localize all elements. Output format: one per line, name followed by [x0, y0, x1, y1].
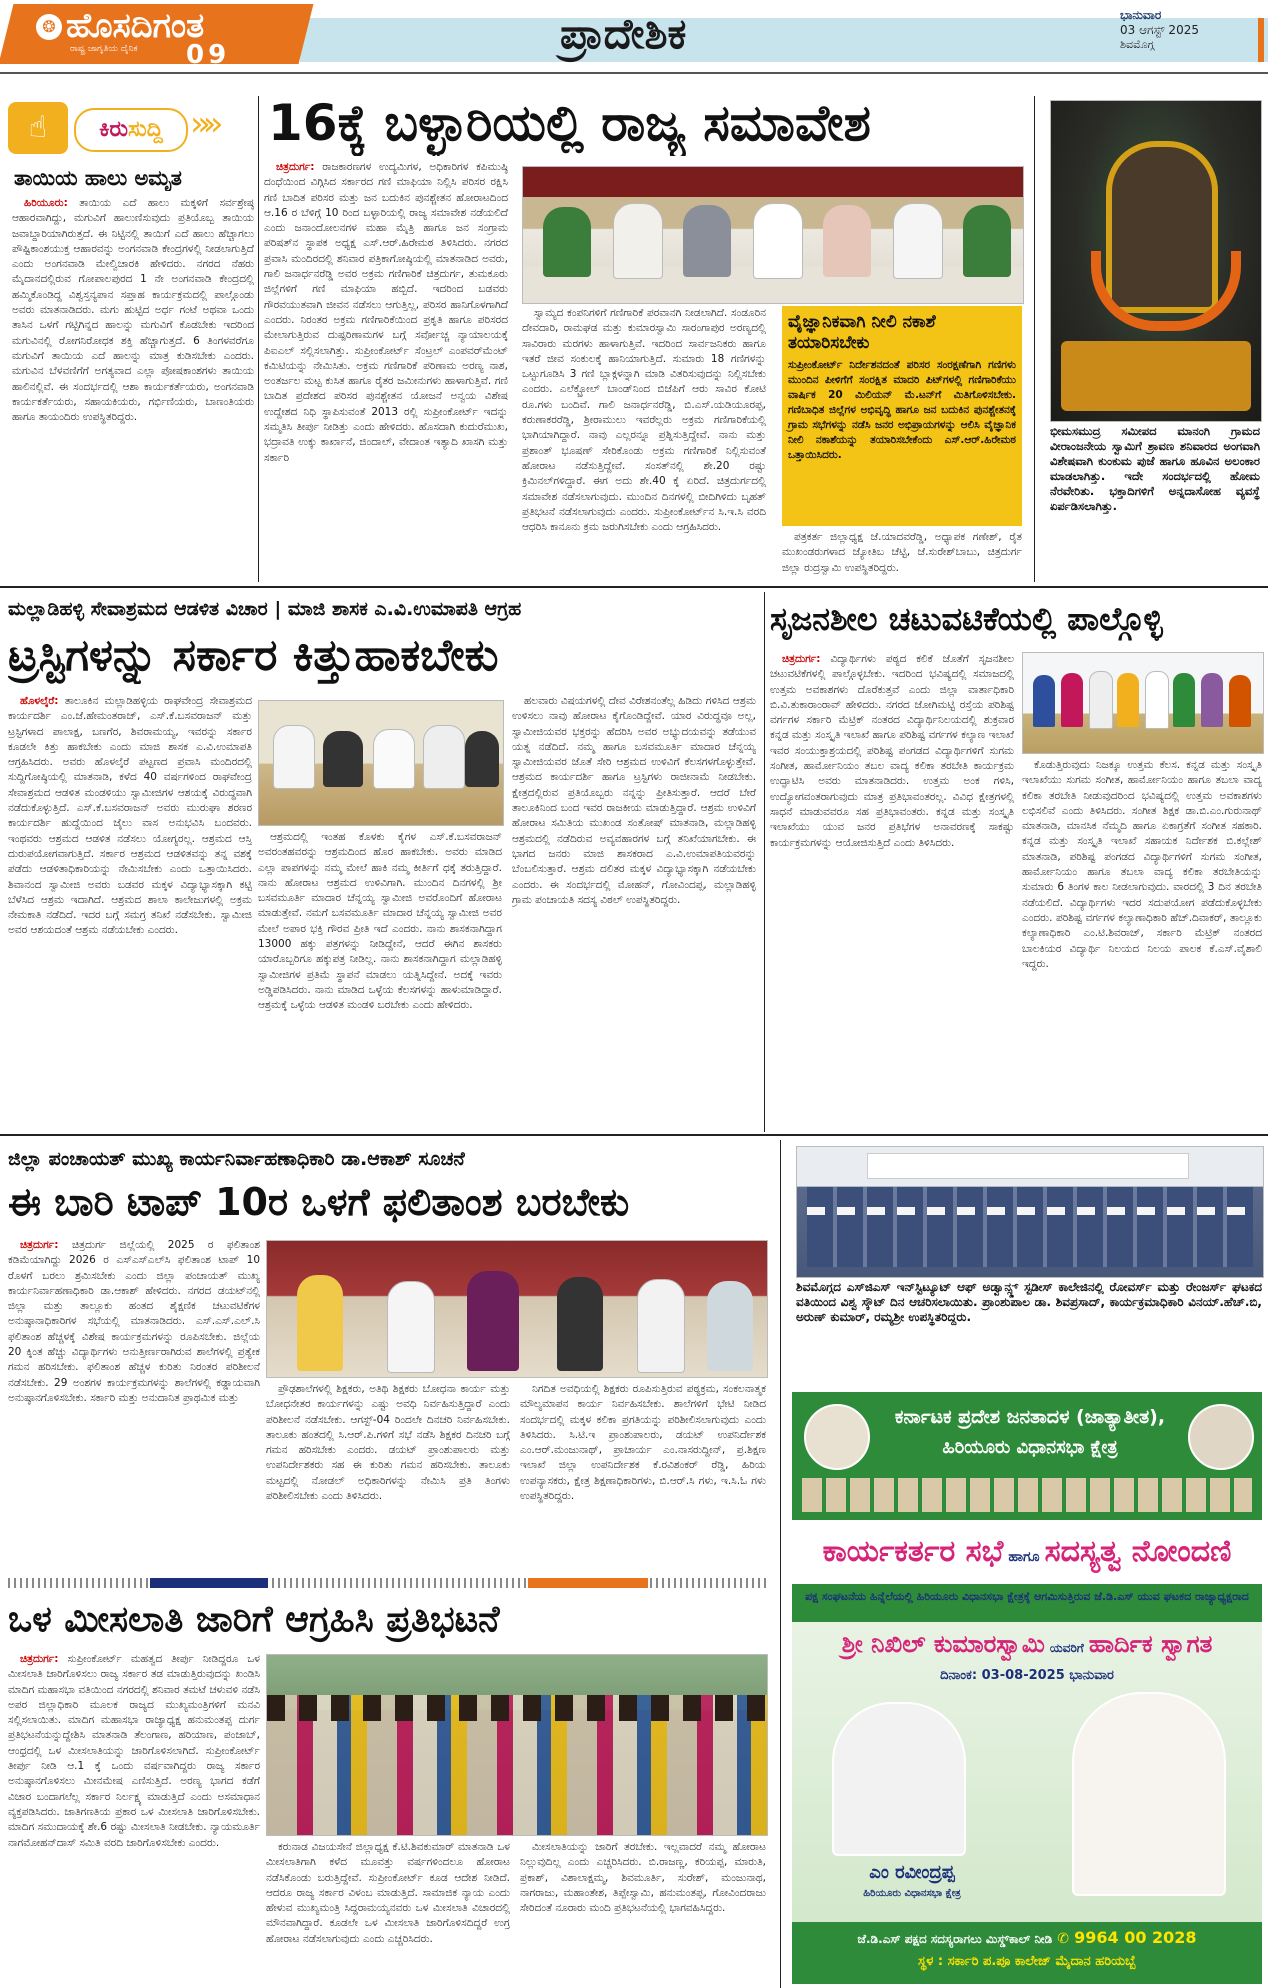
story3-photo — [1022, 652, 1264, 754]
ad-date: ದಿನಾಂಕ: 03-08-2025 ಭಾನುವಾರ — [940, 1668, 1114, 1683]
ad-leader-left — [804, 1404, 870, 1470]
scouts-caption: ಶಿವಮೊಗ್ಗದ ಎಸ್‌ಜಿಎಸ್ ಇನ್‌ಸ್ಟಿಟ್ಯೂಟ್ ಆಫ್ ಅಡ್ವಾನ್ಸ್ಡ್ ಸ್ಟಡೀಸ್ ಕಾಲೇಜಿನಲ್ಲಿ ರೋವರ್ಸ್ ಮತ್ತು ರೇಂಜರ್ಸ್ ಘಟಕದ ವತಿಯಿಂದ ವಿಶ್ವ ಸ್ಕೌಟ್ ದಿನ ಆಚರಿಸಲಾಯಿತು. ಪ್ರಾಂಶುಪಾಲ ಡಾ. ಶಿವಪ್ರಸಾದ್, ಕಾರ್ಯಕ್ರಮಾಧಿಕಾರಿ ವಿನಯ್.ಹೆಚ್.ಬಿ, ಅರುಣ್ ಕುಮಾರ್, ರಮ್ಯಶ್ರೀ ಉಪಸ್ಥಿತರಿದ್ದರು. — [796, 1280, 1262, 1324]
story2-col-b — [258, 830, 502, 1122]
story2-col-c — [512, 694, 756, 1122]
story1-tail-text: ಪತ್ರಕರ್ತ ಜಿಲ್ಲಾಧ್ಯಕ್ಷ ಜೆ.ಯಾದವರೆಡ್ಡಿ, ಅಧ್ಯಾಪಕ ಗಣೇಶ್, ರೈತ ಮುಖಂಡರುಗಳಾದ ಜ್ಯೋತಿಬ ಚೆಟ್ಟಿ, ಜೆ.ಸುರೇಶ್‌ಬಾಬು, ಚಿತ್ರದುರ್ಗ ಜಿಲ್ಲಾ ರುದ್ರಸ್ವಾಮಿ ಉಪಸ್ಥಿತರಿದ್ದರು. — [782, 531, 1022, 574]
story3-col-b — [1022, 758, 1262, 1124]
story4-place: ಚಿತ್ರದುರ್ಗ: — [20, 1239, 59, 1251]
story3-body-b: ಕೊಡುತ್ತಿರುವುದು ನಿಜಕ್ಕೂ ಉತ್ತಮ ಕೆಲಸ. ಕನ್ನಡ ಮತ್ತು ಸಂಸ್ಕೃತಿ ಇಲಾಖೆಯು ಸುಗಮ ಸಂಗೀತ, ಹಾರ್ಮೋನಿಯಂ ಹಾಗೂ ತಬಲಾ ವಾದ್ಯ ಕಲಿಕಾ ತರಬೇತಿ ನೀಡುವುದರಿಂದ ಭವಿಷ್ಯದಲ್ಲಿ ಉತ್ತಮ ಅವಕಾಶಗಳು ಲಭಿಸಲಿವೆ ಎಂದು ತಿಳಿಸಿದರು. ಸಂಗೀತ ಶಿಕ್ಷಕ ಡಾ.ಬಿ.ಎಂ.ಗುರುನಾಥ್ ಮಾತನಾಡಿ, ಮಾನಸಿಕ ನೆಮ್ಮದಿ ಹಾಗೂ ಏಕಾಗ್ರತೆಗೆ ಸಂಗೀತ ಸಹಕಾರಿ. ಕನ್ನಡ ಮತ್ತು ಸಂಸ್ಕೃತಿ ಇಲಾಖೆ ಸಹಾಯಕ ನಿರ್ದೇಶಕ ಬಿ.ಕಲ್ಲೇಶ್ ಮಾತನಾಡಿ, ಪರಿಶಿಷ್ಟ ಪಂಗಡದ ವಿದ್ಯಾರ್ಥಿಗಳಿಗೆ ಸುಗಮ ಸಂಗೀತ, ಹಾರ್ಮೋನಿಯಂ ಹಾಗೂ ತಬಲಾ ವಾದ್ಯ ಕಲಿಕಾ ತರಬೇತಿಯನ್ನು ಸುಮಾರು 6 ತಿಂಗಳ ಕಾಲ ನೀಡಲಾಗುವುದು. ವಾರದಲ್ಲಿ 3 ದಿನ ತರಬೇತಿ ನಡೆಯಲಿದೆ. ವಿದ್ಯಾರ್ಥಿಗಳು ಇದರ ಸದುಪಯೋಗ ಪಡೆದುಕೊಳ್ಳಬೇಕು ಎಂದರು. ಪರಿಶಿಷ್ಟ ವರ್ಗಗಳ ಕಲ್ಯಾಣಾಧಿಕಾರಿ ಹೆಚ್.ದಿವಾಕರ್, ತಾಲ್ಲೂಕು ಕಲ್ಯಾಣಾಧಿಕಾರಿ ಎಂ.ಟಿ.ಶಿವರಾಜ್, ಸರ್ಕಾರಿ ಮೆಟ್ರಿಕ್ ನಂತರದ ಬಾಲಕಿಯರ ವಿದ್ಯಾರ್ಥಿ ನಿಲಯದ ನಿಲಯ ಪಾಲಕ ಕೆ.ಎಸ್.ವೈಶಾಲಿ ಇದ್ದರು. — [1022, 759, 1262, 970]
person — [543, 207, 591, 277]
story2-body-b: ಆಶ್ರಮದಲ್ಲಿ ಇಂತಹ ಕೊಳಕು ಕೈಗಳ ಎಸ್.ಕೆ.ಬಸವರಾಜನ್ ಅವರಂತಹವರನ್ನು ಆಶ್ರಮದಿಂದ ಹೊರ ಹಾಕಬೇಕು. ಅವರು ಮಾಡಿದ ಎಲ್ಲಾ ಪಾಪಗಳನ್ನು ನಮ್ಮ ಮೇಲೆ ಹಾಕಿ ನಮ್ಮ ಕೀರ್ತಿಗೆ ಧಕ್ಕೆ ತರುತ್ತಿದ್ದಾರೆ. ನಾನು ಹೋರಾಟ ಆಶ್ರಮದ ಉಳಿವಿಗಾಗಿ. ಮುಂದಿನ ದಿನಗಳಲ್ಲಿ ಶ್ರೀ ಬಸವಮೂರ್ತಿ ಮಾದಾರ ಚೆನ್ನಯ್ಯ ಸ್ವಾಮೀಜಿ ಅವರೊಂದಿಗೆ ಹೋರಾಟ ಮಾಡುತ್ತೇವೆ. ನಮಗೆ ಬಸವಮೂರ್ತಿ ಮಾದಾರ ಚೆನ್ನಯ್ಯ ಸ್ವಾಮೀಜಿ ಅವರ ಮೇಲೆ ಅಪಾರ ಭಕ್ತಿ ಗೌರವ ಪ್ರೀತಿ ಇದೆ ಎಂದರು. ನಾನು ಶಾಸಕನಾಗಿದ್ದಾಗ 13000 ಹಕ್ಕು ಪತ್ರಗಳನ್ನು ನೀಡಿದ್ದೇನೆ, ಆದರೆ ಈಗಿನ ಶಾಸಕರು ಯಾರೊಬ್ಬರಿಗೂ ಹಕ್ಕುಪತ್ರ ನೀಡಿಲ್ಲ. ನಾನು ಶಾಸಕನಾಗಿದ್ದಾಗ ಮಲ್ಲಾಡಿಹಳ್ಳಿ ಸ್ವಾಮೀಜಿಗಳ ಪ್ರತಿಮೆ ಸ್ಥಾಪನೆ ಮಾಡಲು ಯತ್ನಿಸಿದ್ದೇನೆ. ಅದಕ್ಕೆ ಇವರು ಅಡ್ಡಿಪಡಿಸಿದರು. ನಾನು ಮಾಡಿದ ಒಳ್ಳೆಯ ಕೆಲಸಗಳನ್ನು ಹಾಳುಮಾಡಿದ್ದಾರೆ. ಆಶ್ರಮಕ್ಕೆ ಒಳ್ಳೆಯ ಆಡಳಿತ ಮಂಡಳಿ ಬರಬೇಕು ಎಂದು ಹೇಳಿದರು. — [258, 831, 502, 1012]
story1-place: ಚಿತ್ರದುರ್ಗ: — [276, 161, 315, 173]
person — [893, 203, 943, 279]
kirusuddi-body — [12, 196, 254, 776]
story5-photo — [266, 1654, 768, 1836]
story4-body-a: ಚಿತ್ರದುರ್ಗ ಜಿಲ್ಲೆಯಲ್ಲಿ 2025 ರ ಫಲಿತಾಂಶ ಕಡಿಮೆಯಾಗಿದ್ದು 2026 ರ ಎಸ್ಎಸ್ಎಲ್‌ಸಿ ಫಲಿತಾಂಶ ಟಾಪ್ 10 ರೊಳಗೆ ಬರಲು ಶ್ರಮಿಸಬೇಕು ಎಂದು ಜಿಲ್ಲಾ ಪಂಚಾಯತ್ ಮುಖ್ಯ ಕಾರ್ಯನಿರ್ವಾಹಣಾಧಿಕಾರಿ ಡಾ.ಆಕಾಶ್ ಹೇಳಿದರು. ನಗರದ ಡಯಟ್‌ನಲ್ಲಿ ಜಿಲ್ಲಾ ಮತ್ತು ತಾಲ್ಲೂಕು ಹಂತದ ಶೈಕ್ಷಣಿಕ ಚಟುವಟಿಕೆಗಳ ಅನುಷ್ಠಾನಾಧಿಕಾರಿಗಳ ಸಭೆಯಲ್ಲಿ ಮಾತನಾಡಿದರು. ಎಸ್.ಎಸ್.ಎಲ್.ಸಿ ಫಲಿತಾಂಶ ಹೆಚ್ಚಳಕ್ಕೆ ವಿಶೇಷ ಕಾರ್ಯಕ್ರಮಗಳನ್ನು ರೂಪಿಸಬೇಕು. ಜಿಲ್ಲೆಯ 20 ಕ್ಕಿಂತ ಹೆಚ್ಚು ವಿದ್ಯಾರ್ಥಿಗಳು ಅನುತ್ತೀರ್ಣರಾಗಿರುವ ಶಾಲೆಗಳಲ್ಲಿ ಪ್ರತ್ಯೇಕ ಗಮನ ಹರಿಸಬೇಕು. ಫಲಿತಾಂಶ ಹೆಚ್ಚಳ ಕುರಿತು ನಿರಂತರ ಪರಿಶೀಲನೆ ನಡೆಸಬೇಕು. 29 ಅಂಶಗಳ ಕಾರ್ಯಕ್ರಮಗಳನ್ನು ಶಾಲೆಗಳಲ್ಲಿ ಕಡ್ಡಾಯವಾಗಿ ಅನುಷ್ಠಾನಗೊಳಿಸಬೇಕು. ಸರ್ಕಾರಿ ಮತ್ತು ಅನುದಾನಿತ ಪ್ರಾಥಮಿಕ ಮತ್ತು — [8, 1239, 260, 1404]
ad-welcome-name: ಶ್ರೀ ನಿಖಿಲ್ ಕುಮಾರಸ್ವಾಮಿ — [841, 1630, 1045, 1658]
story1-headline: 16ಕ್ಕೆ ಬಳ್ಳಾರಿಯಲ್ಲಿ ರಾಜ್ಯ ಸಮಾವೇಶ — [268, 94, 871, 152]
ad-event-2: ಸದಸ್ಯತ್ವ ನೋಂದಣಿ — [1044, 1534, 1232, 1569]
story5-col-a — [8, 1652, 260, 1984]
ad-welcome — [792, 1624, 1262, 1668]
story4-col-c — [520, 1382, 766, 1552]
ad-footer2: ಸ್ಥಳ : ಸರ್ಕಾರಿ ಪ.ಪೂ ಕಾಲೇಜ್ ಮೈದಾನ ಹರಿಯಬ್ಬೆ — [918, 1954, 1136, 1969]
kirusuddi-place: ಹಿರಿಯೂರು: — [24, 197, 68, 209]
logo-emblem-icon: ❂ — [36, 14, 62, 40]
story5-headline: ಒಳ ಮೀಸಲಾತಿ ಜಾರಿಗೆ ಆಗ್ರಹಿಸಿ ಪ್ರತಿಭಟನೆ — [8, 1599, 500, 1640]
story5-body-b: ಕರುನಾಡ ವಿಜಯಸೇನೆ ಜಿಲ್ಲಾಧ್ಯಕ್ಷ ಕೆ.ಟಿ.ಶಿವಕುಮಾರ್ ಮಾತನಾಡಿ ಒಳ ಮೀಸಲಾತಿಗಾಗಿ ಕಳೆದ ಮೂವತ್ತು ವರ್ಷಗಳಿಂದಲೂ ಹೋರಾಟ ನಡೆಸಿಕೊಂಡು ಬರುತ್ತಿದ್ದೇವೆ. ಸುಪ್ರೀಂಕೋರ್ಟ್ ಕೂಡ ಆದೇಶ ನೀಡಿದೆ. ಆದರೂ ರಾಜ್ಯ ಸರ್ಕಾರ ವಿಳಂಬ ಮಾಡುತ್ತಿದೆ. ಸಾಮಾಜಿಕ ನ್ಯಾಯ ಎಂದು ಹೇಳುವ ಮುಖ್ಯಮಂತ್ರಿ ಸಿದ್ದರಾಮಯ್ಯನವರು ಒಳ ಮೀಸಲಾತಿ ವಿಚಾರದಲ್ಲಿ ಮೌನವಾಗಿದ್ದಾರೆ. ಕೂಡಲೇ ಒಳ ಮೀಸಲಾತಿ ಜಾರಿಗೊಳಿಸದಿದ್ದರೆ ಉಗ್ರ ಹೋರಾಟ ನಡೆಸಲಾಗುವುದು ಎಂದು ಎಚ್ಚರಿಸಿದರು. — [266, 1841, 510, 1945]
story2-body-c: ಹಲವಾರು ವಿಷಯಗಳಲ್ಲಿ ದೇವ ವಿರೇಶನಂತೆಲ್ಲ ಹಿಡಿದು ಗಳಿಸಿದ ಆಶ್ರಮ ಉಳಿಸಲು ನಾವು ಹೋರಾಟ ಕೈಗೊಂಡಿದ್ದೇವೆ. ಯಾರ ವಿರುದ್ಧವೂ ಅಲ್ಲ, ಸ್ವಾಮೀಜಿಯವರ ಭಕ್ತರನ್ನು ಹೆದರಿಸಿ ಅವರ ಅಭ್ಯುದಯವನ್ನು ತಡೆಯುವ ಯತ್ನ ನಡೆದಿದೆ. ನಮ್ಮ ಹಾಗೂ ಬಸವಮೂರ್ತಿ ಮಾದಾರ ಚೆನ್ನಯ್ಯ ಸ್ವಾಮೀಜಿಯವರ ಜೊತೆ ಸೇರಿ ಆಶ್ರಮದ ಉಳಿವಿಗೆ ಕೆಲಸಗಳಗೊಳ್ಳುತ್ತೇವೆ. ಆಶ್ರಮದ ಕಾರ್ಯದರ್ಶಿ ಹಾಗೂ ಟ್ರಸ್ಟಿಗಳು ರಾಜೀನಾಮೆ ನೀಡಬೇಕು. ಕ್ಷೇತ್ರದಲ್ಲಿರುವ ಪ್ರತಿಯೊಬ್ಬರು ನನ್ನನ್ನು ಪ್ರೀತಿಸುತ್ತಾರೆ. ಆದರೆ ಬೇರೆ ತಾಲೂಕಿನಿಂದ ಬಂದ ಇವರ ರಾಜಕೀಯ ಮಾಡುತ್ತಿದ್ದಾರೆ. ಆಶ್ರಮ ಉಳಿವಿಗೆ ಹೋರಾಟ ಸಮಿತಿಯ ಮುಖಂಡ ಸಂತೋಷ್ ಮಾತನಾಡಿ, ಮಲ್ಲಾಡಿಹಳ್ಳಿ ಆಶ್ರಮದಲ್ಲಿ ನಡೆದಿರುವ ಅವ್ಯವಹಾರಗಳ ಬಗ್ಗೆ ತನಿಖೆಯಾಗಬೇಕು. ಈ ಭಾಗದ ಜನರು ಮಾಜಿ ಶಾಸಕರಾದ ಎ.ವಿ.ಉಮಾಪತಿಯವರನ್ನು ಬೆಂಬಲಿಸುತ್ತಾರೆ. ಆಶ್ರಮ ದಲಿತರ ಮಕ್ಕಳ ವಿದ್ಯಾಭ್ಯಾಸಕ್ಕಾಗಿ ನಡೆಯಬೇಕು ಎಂದರು. ಈ ಸಂದರ್ಭದಲ್ಲಿ ಮೋಹನ್, ಗೋವಿಂದಪ್ಪ, ಮಲ್ಲಾಡಿಹಳ್ಳಿ ಗ್ರಾಮ ಪಂಚಾಯತಿ ಸದಸ್ಯ ವಿಠಲ್ ಉಪಸ್ಥಿತರಿದ್ದರು. — [512, 695, 756, 906]
garland — [1091, 251, 1241, 331]
kirusuddi-label-b: ಸುದ್ದಿ — [128, 117, 163, 142]
story4-headline: ಈ ಬಾರಿ ಟಾಪ್ 10ರ ಒಳಗೆ ಫಲಿತಾಂಶ ಬರಬೇಕು — [8, 1180, 630, 1224]
person — [423, 725, 465, 789]
story5-col-b — [266, 1840, 510, 1984]
story2-col-a — [8, 694, 252, 1122]
ad-person-title: ಹಿರಿಯೂರು ವಿಧಾನಸಭಾ ಕ್ಷೇತ್ರ — [863, 1888, 961, 1899]
story5-col-c — [520, 1840, 766, 1984]
story2-place: ಹೊಳಲ್ಕೆರೆ: — [20, 695, 59, 707]
ad-event — [792, 1524, 1262, 1585]
phone-icon: ✆ — [1057, 1931, 1069, 1947]
scout-row — [807, 1187, 1253, 1267]
person — [963, 205, 1011, 277]
story1-highlight-box — [782, 306, 1022, 526]
person — [557, 1277, 603, 1371]
banner — [523, 167, 1023, 197]
arrows-icon: »» — [190, 104, 216, 144]
kirusuddi-label-a: ಕಿರು — [99, 117, 129, 142]
date-label: 03 ಆಗಸ್ಟ್ 2025 — [1120, 23, 1199, 37]
story1-body-b: ಸ್ವಾಮ್ಯದ ಕಂಪನಿಗಳಿಗೆ ಗಣಿಗಾರಿಕೆ ಪರವಾನಗಿ ನೀಡಲಾಗಿದೆ. ಸಂಡೂರಿನ ದೇವದಾರಿ, ರಾಮಘಡ ಮತ್ತು ಕುಮಾರಸ್ವಾಮಿ ಸಾರಂಗಾಪುರ ಅರಣ್ಯದಲ್ಲಿ ಸಾವಿರಾರು ಮರಗಳು ಹಾಳಾಗುತ್ತಿವೆ. ಇದರಿಂದ ಸಾರ್ವಜನಿಕರು ಹಾಗೂ ಇತರೆ ಜೀವ ಸಂಕುಲಕ್ಕೆ ಹಾನಿಯಾಗುತ್ತಿದೆ. ಸುಮಾರು 18 ಗಣಿಗಳನ್ನು ಒಟ್ಟುಗೂಡಿಸಿ 3 ಗಣಿ ಬ್ಲಾಕ್ಗಳನ್ನಾಗಿ ಮಾಡಿ ವಿತರಿಸುವುದನ್ನು ನಿಲ್ಲಿಸಬೇಕು ಎಂದರು. ಎಲೆಕ್ಟ್ರೋಲ್ ಬಾಂಡ್‌ನಿಂದ ಬಿಜೆಪಿಗೆ ಆರು ಸಾವಿರ ಕೋಟಿ ರೂ.ಗಳು ಬಂದಿವೆ. ಗಾಲಿ ಜನಾರ್ಧನರೆಡ್ಡಿ, ಬಿ.ಎಸ್.ಯಡಿಯೂರಪ್ಪ, ಕರುಣಾಕರರೆಡ್ಡಿ, ಶ್ರೀರಾಮುಲು ಇವರೆಲ್ಲರು ಅಕ್ರಮ ಗಣಿಗಾರಿಕೆಯಲ್ಲಿ ಭಾಗಿಯಾಗಿದ್ದಾರೆ. ನಾವು ಎಲ್ಲರನ್ನೂ ಪ್ರಶ್ನಿಸುತ್ತಿದ್ದೇವೆ. ನಾನು ಮತ್ತು ಪ್ರಶಾಂತ್ ಭೂಷಣ್ ಸೇರಿಕೊಂಡು ಅಕ್ರಮ ಗಣಿಗಾರಿಕೆ ನಿಲ್ಲಿಸುವಂತೆ ಹೋರಾಟ ನಡೆಸುತ್ತಿದ್ದೇವೆ. ಸಂಸತ್‌ನಲ್ಲಿ ಶೇ.20 ರಷ್ಟು ಕ್ರಿಮಿನಲ್‌ಗಳಿದ್ದಾರೆ. ಈಗ ಅದು ಶೇ.40 ಕ್ಕೆ ಏರಿದೆ. ಚಿತ್ರದುರ್ಗದಲ್ಲಿ ಸಮಾವೇಶ ನಡೆಸಲಾಗುವುದು. ಮುಂದಿನ ದಿನಗಳಲ್ಲಿ ಬೀದಿಗಿಳಿದು ಬೃಹತ್ ಪ್ರತಿಭಟನೆ ನಡೆಸಲಾಗುವುದು ಎಂದರು. ಸುಪ್ರೀಂಕೋರ್ಟ್‌ನ ಸಿ.ಇ.ಸಿ ವರದಿ ಆಧರಿಸಿ ಕಾನೂನು ಕ್ರಮ ಜರುಗಿಸಬೇಕು ಎಂದು ಆಗ್ರಹಿಸಿದರು. — [522, 307, 766, 534]
story5-divider — [8, 1578, 768, 1588]
person — [323, 731, 363, 787]
temple-photo — [1050, 100, 1262, 422]
person — [1145, 671, 1169, 729]
kirusuddi-headline: ತಾಯಿಯ ಹಾಲು ಅಮೃತ — [14, 166, 182, 190]
story3-place: ಚಿತ್ರದುರ್ಗ: — [782, 653, 821, 665]
rule-col3 — [764, 592, 765, 1132]
story5-place: ಚಿತ್ರದುರ್ಗ: — [20, 1653, 59, 1665]
ad-constituency: ಹಿರಿಯೂರು ವಿಧಾನಸಭಾ ಕ್ಷೇತ್ರ — [942, 1437, 1118, 1458]
person — [467, 1271, 519, 1371]
story4-photo — [266, 1240, 768, 1378]
section-title: ಪ್ರಾದೇಶಿಕ — [560, 9, 687, 58]
scouts-photo — [796, 1146, 1264, 1278]
day-label: ಭಾನುವಾರ — [1120, 8, 1162, 22]
story5-body-a: ಸುಪ್ರೀಂಕೋರ್ಟ್ ಮಹತ್ವದ ತೀರ್ಪು ನೀಡಿದ್ದರೂ ಒಳ ಮೀಸಲಾತಿ ಜಾರಿಗೊಳಿಸಲು ರಾಜ್ಯ ಸರ್ಕಾರ ತಡ ಮಾಡುತ್ತಿರುವುದನ್ನು ಖಂಡಿಸಿ ಮಾದಿಗ ಮಹಾಸಭಾ ವತಿಯಿಂದ ನಗರದಲ್ಲಿ ಶನಿವಾರ ತಮಟೆ ಚಳುವಳಿ ನಡೆಸಿ ಅಪರ ಜಿಲ್ಲಾಧಿಕಾರಿ ಮೂಲಕ ರಾಜ್ಯದ ಮುಖ್ಯಮಂತ್ರಿಗಳಿಗೆ ಮನವಿ ಸಲ್ಲಿಸಲಾಯಿತು. ಮಾದಿಗ ಮಹಾಸಭಾ ರಾಜ್ಯಾಧ್ಯಕ್ಷ ಹನುಮಂತಪ್ಪ ದುರ್ಗ ಪ್ರತಿಭಟನೆಯನ್ನುದ್ದೇಶಿಸಿ ಮಾತನಾಡಿ ತೆಲಂಗಾಣ, ಹರಿಯಾಣ, ಪಂಜಾಬ್, ಆಂಧ್ರದಲ್ಲಿ ಒಳ ಮೀಸಲಾತಿಯನ್ನು ಜಾರಿಗೊಳಿಸಲಾಗಿದೆ. ಸುಪ್ರೀಂಕೋರ್ಟ್ ತೀರ್ಪು ನೀಡಿ ಆ.1 ಕ್ಕೆ ಒಂದು ವರ್ಷವಾಗಿದ್ದರು ರಾಜ್ಯ ಸರ್ಕಾರ ಅನುಷ್ಠಾನಗೊಳಿಸಲು ಮೀನಮೇಷ ಎಣಿಸುತ್ತಿದೆ. ಅರಣ್ಯ ಭಾಗದ ಕಡೆಗೆ ವಿಚಾರ ಬಂದಾಗಲೆಲ್ಲ ಸರ್ಕಾರ ನಿರ್ಲಕ್ಷ್ಯ ಮಾಡುತ್ತಿದೆ ಎಂದು ಅಸಮಾಧಾನ ವ್ಯಕ್ತಪಡಿಸಿದರು. ಜಾತಿಗಣತಿಯ ಪ್ರಕಾರ ಒಳ ಮೀಸಲಾತಿ ಜಾರಿಗೊಳಿಸಬೇಕು. ಮಾದಿಗ ಸಮುದಾಯಕ್ಕೆ ಶೇ.6 ರಷ್ಟು ಮೀಸಲಾತಿ ನೀಡಬೇಕು. ನ್ಯಾಯಮೂರ್ತಿ ನಾಗಮೋಹನ್‌ದಾಸ್ ಸಮಿತಿ ವರದಿ ಜಾರಿಗೊಳಿಸಬೇಕು ಎಂದರು. — [8, 1653, 260, 1849]
story4-col-a — [8, 1238, 260, 1552]
person — [273, 725, 315, 789]
rule-kiru — [258, 96, 259, 582]
masthead-accent — [1258, 18, 1264, 62]
ad-nikhil-photo — [1072, 1692, 1226, 1896]
person — [1089, 671, 1113, 729]
kirusuddi-badge — [8, 98, 228, 160]
story2-kicker: ಮಲ್ಲಾಡಿಹಳ್ಳಿ ಸೇವಾಶ್ರಮದ ಆಡಳಿತ ವಿಚಾರ | ಮಾಜಿ ಶಾಸಕ ಎ.ವಿ.ಉಮಾಪತಿ ಆಗ್ರಹ — [8, 598, 522, 620]
page-number: 09 — [186, 40, 231, 70]
ad-phone: 9964 00 2028 — [1074, 1928, 1197, 1947]
person — [613, 203, 663, 279]
rule-temple — [1034, 96, 1035, 582]
rule-row1 — [0, 586, 1268, 588]
ad-person-name: ಎಂ ರವೀಂದ್ರಪ್ಪ — [869, 1862, 955, 1883]
story2-photo — [258, 700, 504, 826]
rule-row2 — [0, 1134, 1268, 1136]
temple-caption: ಭೀಮಸಮುದ್ರ ಸಮೀಪದ ಮಾನಂಗಿ ಗ್ರಾಮದ ವೀರಾಂಜನೇಯ ಸ್ವಾಮಿಗೆ ಶ್ರಾವಣ ಶನಿವಾರದ ಅಂಗವಾಗಿ ವಿಶೇಷವಾಗಿ ಕುಂಕುಮ ಪುಜೆ ಹಾಗೂ ಹೂವಿನ ಅಲಂಕಾರ ಮಾಡಲಾಗಿತ್ತು. ಇದೇ ಸಂದರ್ಭದಲ್ಲಿ ಹೋಮ ನೆರವೇರಿತು. ಭಕ್ತಾದಿಗಳಿಗೆ ಅನ್ನದಾಸೋಹ ವ್ಯವಸ್ಥೆ ಏರ್ಪಡಿಸಲಾಗಿತ್ತು. — [1050, 424, 1260, 513]
story5-divider-orange — [528, 1578, 648, 1588]
logo-tagline: ರಾಷ್ಟ್ರ ಜಾಗೃತಿಯ ದೈನಿಕ — [70, 44, 138, 54]
person — [823, 205, 871, 277]
lamp — [1061, 341, 1251, 411]
story4-kicker: ಜಿಲ್ಲಾ ಪಂಚಾಯತ್ ಮುಖ್ಯ ಕಾರ್ಯನಿರ್ವಾಹಣಾಧಿಕಾರಿ ಡಾ.ಆಕಾಶ್ ಸೂಚನೆ — [8, 1148, 465, 1170]
person — [465, 731, 499, 787]
story1-body-a: ರಾಜಕಾರಣಗಳ ಉದ್ಯಮಿಗಳ, ಅಧಿಕಾರಿಗಳ ಕಪಿಮುಷ್ಠಿ ದಂಧೆಯಿಂದ ವಿಗ್ಗಿಸಿದ ಸರ್ಕಾರದ ಗಣಿ ಮಾಫಿಯಾ ನಿಲ್ಲಿಸಿ ಪರಿಸರ ರಕ್ಷಿಸಿ ಗಣಿ ಬಾದಿತ ಪರಿಸರ ಮತ್ತು ಜನ ಬದುಕಿನ ಪುನಶ್ಚೇತನ ಹೋರಾಟದಿಂದ ಆ.16 ರ ಬೆಳಿಗ್ಗೆ 10 ರಿಂದ ಬಳ್ಳಾರಿಯಲ್ಲಿ ರಾಜ್ಯ ಸಮಾವೇಶ ನಡೆಯಲಿದೆ ಎಂದು ಜನಾಂದೋಲನಗಳ ಮಹಾ ಮೈತ್ರಿ ಹಾಗೂ ಜನ ಸಂಗ್ರಾಮ ಪರಿಷತ್‌ನ ಸ್ಥಾಪಕ ಅಧ್ಯಕ್ಷ ಎಸ್.ಆರ್.ಹಿರೇಮಠ ತಿಳಿಸಿದರು. ನಗರದ ಪ್ರವಾಸಿ ಮಂದಿರದಲ್ಲಿ ಶನಿವಾರ ಪತ್ರಿಕಾಗೋಷ್ಠಿಯಲ್ಲಿ ಮಾತನಾಡಿದ ಅವರು, ಗಾಲಿ ಜನಾರ್ಧನರೆಡ್ಡಿ ಅವರ ಅಕ್ರಮ ಗಣಿಗಾರಿಕೆ ಚಿತ್ರದುರ್ಗ, ತುಮಕೂರು ಜಿಲ್ಲೆಗಳಿಗೆ ಗಣಿ ಮಾಫಿಯಾ ಹಬ್ಬಿದೆ. ಇದರಿಂದ ಬಡವರು ಗೌರವಯುತವಾಗಿ ಜೀವನ ನಡೆಸಲು ಆಗುತ್ತಿಲ್ಲ, ಪರಿಸರ ಹಾನಿಗೊಳಗಾಗಿದೆ ಎಂದರು. ನಿರಂತರ ಅಕ್ರಮ ಗಣಿಗಾರಿಕೆಯಿಂದ ಪ್ರಕೃತಿ ಹಾಗೂ ಪರಿಸರದ ಮೇಲಾಗುತ್ತಿರುವ ದುಷ್ಪರಿಣಾಮಗಳ ಬಗ್ಗೆ ಸರ್ವೋಚ್ಚ ನ್ಯಾಯಾಲಯಕ್ಕೆ ಪಿಐಎಲ್ ಸಲ್ಲಿಸಲಾಗಿತ್ತು. ಸುಪ್ರೀಂಕೋರ್ಟ್ ಸೆಂಟ್ರಲ್ ಎಂಪವರ್‌ಮೆಂಟ್ ಕಮಿಟಿಯನ್ನು ನೇಮಿಸಿತು. ಅಕ್ರಮ ಗಣಿಗಾರಿಕೆ ಪರಿಣಾಮ ಅರಣ್ಯ ನಾಶ, ಅಂತರ್ಜಲ ಮಟ್ಟ ಕುಸಿತ ಹಾಗೂ ರೈತರ ಜಮೀನುಗಳು ಹಾಳಾಗುತ್ತಿವೆ. ಗಣಿ ಬಾದಿತ ಪ್ರದೇಶದ ಪರಿಸರ ಪುನಶ್ಚೇತನ ಯೋಜನೆ ಅನ್ವಯ ವಿಶೇಷ ಉದ್ದೇಶದ ನಿಧಿ ಸ್ಥಾಪಿಸುವಂತೆ 2013 ರಲ್ಲಿ ಸುಪ್ರೀಂಕೋರ್ಟ್ ಇದನ್ನು ಸಮ್ಮತಿಸಿ ತೀರ್ಪು ನೀಡಿತ್ತು ಎಂದು ಹೇಳಿದರು. ಹೊಸದಾಗಿ ಕುದುರೆಮುಖ, ಭದ್ರಾವತಿ ಉಕ್ಕು ಕಾರ್ಖಾನೆ, ಜಿಂದಾಲ್, ವೇದಾಂತ ಇತ್ಯಾದಿ ಖಾಸಗಿ ಮತ್ತು ಸರ್ಕಾರಿ — [264, 161, 508, 464]
ad-footer1-text: ಜೆ.ಡಿ.ಎಸ್ ಪಕ್ಷದ ಸದಸ್ಯರಾಗಲು ಮಿಸ್ಡ್‌ಕಾಲ್ ನೀಡಿ — [857, 1932, 1053, 1946]
story1-col-a — [264, 160, 508, 580]
kirusuddi-label — [74, 108, 188, 152]
person — [1117, 673, 1139, 727]
heads — [267, 1695, 767, 1721]
story1-box-body: ಸುಪ್ರೀಂಕೋರ್ಟ್ ನಿರ್ದೇಶನದಂತೆ ಪರಿಸರ ಸಂರಕ್ಷಣೆಗಾಗಿ ಗಣಿಗಳು ಮುಂದಿನ ಪೀಳಿಗೆಗೆ ಸಂರಕ್ಷಿತ ಮಾದರಿ ಪಿಟ್‌ಗಳಲ್ಲಿ ಗಣಿಗಾರಿಕೆಯು ವಾರ್ಷಿಕ 20 ಮಿಲಿಯನ್ ಮೆ.ಟನ್‌ಗೆ ಮಿತಿಗೊಳಿಸಬೇಕು. ಗಣಿಬಾಧಿತ ಜಿಲ್ಲೆಗಳ ಅಭಿವೃದ್ಧಿ ಹಾಗೂ ಜನ ಬದುಕಿನ ಪುನಶ್ಚೇತನಕ್ಕೆ ಗ್ರಾಮ ಸಭೆಗಳನ್ನು ನಡೆಸಿ ಜನರ ಅಭಿಪ್ರಾಯಗಳನ್ನು ಆಲಿಸಿ ವೈಜ್ಞಾನಿಕ ನೀಲಿ ನಕಾಶೆಯನ್ನು ತಯಾರಿಸಬೇಕೆಂದು ಎಸ್.ಆರ್.ಹಿರೇಮಠ ಒತ್ತಾಯಿಸಿದರು. — [788, 359, 1016, 461]
ad-party: ಕರ್ನಾಟಕ ಪ್ರದೇಶ ಜನತಾದಳ (ಜಾತ್ಯಾತೀತ), — [894, 1406, 1166, 1428]
city-label: ಶಿವಮೊಗ್ಗ — [1120, 38, 1155, 51]
jds-advert — [792, 1392, 1262, 1984]
story3-headline: ಸೃಜನಶೀಲ ಚಟುವಟಿಕೆಯಲ್ಲಿ ಪಾಲ್ಗೊಳ್ಳಿ — [770, 600, 1163, 638]
ad-welcome-end: ಹಾರ್ದಿಕ ಸ್ವಾಗತ — [1088, 1630, 1213, 1658]
scout-scarves — [807, 1207, 1253, 1215]
ad-welcome-mid: ಯವರಿಗೆ — [1049, 1641, 1084, 1655]
ad-sub: ಪಕ್ಷ ಸಂಘಟನೆಯ ಹಿನ್ನೆಲೆಯಲ್ಲಿ ಹಿರಿಯೂರು ವಿಧಾನಸಭಾ ಕ್ಷೇತ್ರಕ್ಕೆ ಆಗಮಿಸುತ್ತಿರುವ ಜೆ.ಡಿ.ಎಸ್ ಯುವ ಘಟಕದ ರಾಜ್ಯಾಧ್ಯಕ್ಷರಾದ — [805, 1590, 1249, 1603]
ad-event-and: ಹಾಗೂ — [1008, 1549, 1040, 1565]
story1-col-b — [522, 306, 766, 580]
person — [387, 1281, 435, 1373]
story5-body-c: ಮೀಸಲಾತಿಯನ್ನು ಜಾರಿಗೆ ತರಬೇಕು. ಇಲ್ಲವಾದರೆ ನಮ್ಮ ಹೋರಾಟ ನಿಲ್ಲುವುದಿಲ್ಲ ಎಂದು ಎಚ್ಚರಿಸಿದರು. ಬಿ.ರಾಜಣ್ಣ, ಕರಿಯಪ್ಪ, ಮಾರುತಿ, ಪ್ರಕಾಶ್, ವಿಶಾಲಾಕ್ಷಮ್ಮ, ಶಿವಮೂರ್ತಿ, ಸುರೇಶ್, ಮಂಜುನಾಥ, ನಾಗರಾಜು, ಮಹಾಂತೇಶ, ತಿಪ್ಪೇಸ್ವಾಮಿ, ಹನುಮಂತಪ್ಪ, ಗೋವಿಂದರಾಜು ಸೇರಿದಂತೆ ನೂರಾರು ಮಂದಿ ಪ್ರತಿಭಟನೆಯಲ್ಲಿ ಭಾಗವಹಿಸಿದ್ದರು. — [520, 1841, 766, 1915]
story2-body-a: ತಾಲೂಕಿನ ಮಲ್ಲಾಡಿಹಳ್ಳಿಯ ರಾಘವೇಂದ್ರ ಸೇವಾಶ್ರಮದ ಕಾರ್ಯದರ್ಶಿ ಎಂ.ಜೆ.ಹೇಮಂತರಾಜ್, ಎಸ್.ಕೆ.ಬಸವರಾಜನ್ ಮತ್ತು ಟ್ರಸ್ಟಿಗಳಾದ ಪಾಲಾಕ್ಷ, ಬಣಗೆರ, ಶಿವರಾಮಯ್ಯ, ಇವರನ್ನು ಸರ್ಕಾರ ಕೂಡಲೇ ಕಿತ್ತು ಹಾಕಬೇಕು ಎಂದು ಮಾಜಿ ಶಾಸಕ ಎ.ವಿ.ಉಮಾಪತಿ ಆಗ್ರಹಿಸಿದರು. ಅವರು ಹೊಳಲ್ಕೆರೆ ಪಟ್ಟಣದ ಪ್ರವಾಸಿ ಮಂದಿರದಲ್ಲಿ ಸುದ್ದಿಗೋಷ್ಠಿಯಲ್ಲಿ ಮಾತನಾಡಿ, ಕಳೆದ 40 ವರ್ಷಗಳಿಂದ ರಾಘವೇಂದ್ರ ಸೇವಾಶ್ರಮದ ಆಡಳಿತ ಮಂಡಳಿಯು ಸ್ವಾಮೀಜಿಗಳ ಆಶಯಕ್ಕೆ ವಿರುದ್ಧವಾಗಿ ನಡೆದುಕೊಳ್ಳುತ್ತಿದೆ. ಎಸ್.ಕೆ.ಬಸವರಾಜನ್ ಅವರು ಮುರುಘಾ ಶರಣರ ಕಾರ್ಯದರ್ಶಿ ಹುದ್ದೆಯಿಂದ ಜೈಲು ವಾಸ ಅನುಭವಿಸಿ ಬಂದವರು. ಇಂಥವರು ಆಶ್ರಮದ ಆಡಳಿತ ನಡೆಸಲು ಯೋಗ್ಯರಲ್ಲ. ಆಶ್ರಮದ ಆಸ್ತಿ ದುರುಪಯೋಗವಾಗುತ್ತಿದೆ. ಸರ್ಕಾರ ಆಶ್ರಮದ ಆಡಳಿತವನ್ನು ತನ್ನ ವಶಕ್ಕೆ ಪಡೆದು ಆಡಳಿತಾಧಿಕಾರಿಯನ್ನು ನೇಮಿಸಬೇಕು ಎಂದು ಒತ್ತಾಯಿಸಿದರು. ಶಿವಾನಂದ ಸ್ವಾಮೀಜಿ ಅವರು ಬಡವರ ಮಕ್ಕಳ ವಿದ್ಯಾಭ್ಯಾಸಕ್ಕಾಗಿ ಕಟ್ಟಿ ಬೆಳೆಸಿದ ಆಶ್ರಮ ಇದಾಗಿದೆ. ಆಶ್ರಮದ ಶಾಲಾ ಕಾಲೇಜುಗಳಲ್ಲಿ ಅಕ್ರಮ ನೇಮಕಾತಿ ನಡೆದಿದೆ. ಇದರ ಬಗ್ಗೆ ಸಮಗ್ರ ತನಿಖೆ ನಡೆಸಬೇಕು. ಸ್ವಾಮೀಜಿ ಅವರ ಆಶಯದಂತೆ ಆಶ್ರಮ ನಡೆಯಬೇಕು ಎಂದರು. — [8, 695, 252, 937]
story4-col-b — [266, 1382, 510, 1552]
person — [1173, 673, 1195, 727]
story5-divider-blue — [150, 1578, 268, 1588]
story1-photo — [522, 166, 1024, 304]
ad-leaders-strip — [802, 1478, 1252, 1512]
person — [707, 1281, 753, 1371]
ad-leader-right — [1188, 1404, 1254, 1470]
story3-col-a — [770, 652, 1014, 1124]
masthead — [0, 0, 1268, 68]
kirusuddi-text: ತಾಯಿಯ ಎದೆ ಹಾಲು ಮಕ್ಕಳಿಗೆ ಸರ್ವಶ್ರೇಷ್ಠ ಆಹಾರವಾಗಿದ್ದು, ಮಗುವಿಗೆ ಹಾಲುಣಿಸುವುದು ಪ್ರತಿಯೊಬ್ಬ ತಾಯಿಯ ಜವಾಬ್ದಾರಿಯಾಗಿರುತ್ತದೆ. ಈ ನಿಟ್ಟಿನಲ್ಲಿ ತಾಯಿಗೆ ಎದೆ ಹಾಲು ಹೆಚ್ಚಾಗಲು ಪೌಷ್ಟಿಕಾಂಶಯುಕ್ತ ಆಹಾರವನ್ನು ಅಂಗನವಾಡಿ ಕೇಂದ್ರಗಳಲ್ಲಿ ನೀಡಲಾಗುತ್ತಿದೆ ಎಂದು ಅಂಗನವಾಡಿ ಮೇಲ್ವಿಚಾರಕಿ ಹೇಳಿದರು. ನಗರದ ನೆಹರು ಮೈದಾನದಲ್ಲಿರುವ ಗೋಪಾಲಪುರದ 1 ನೇ ಅಂಗನವಾಡಿ ಕೇಂದ್ರದಲ್ಲಿ ಹಮ್ಮಿಕೊಂಡಿದ್ದ ವಿಶ್ವಸ್ತನ್ಯಪಾನ ಸಪ್ತಾಹ ಕಾರ್ಯಕ್ರಮದಲ್ಲಿ ಪಾಲ್ಗೊಂಡು ಅವರು ಮಾತನಾಡಿದರು. ಮಗು ಹುಟ್ಟಿದ ಅರ್ಧ ಗಂಟೆ ಅಥವಾ ಒಂದು ತಾಸಿನ ಒಳಗೆ ಗಟ್ಟಿಗಿನ್ನದ ಹಾಲನ್ನು ಮಗುವಿಗೆ ಕೊಡಬೇಕು ಇದರಿಂದ ಮಗುವಿನಲ್ಲಿ ರೋಗನಿರೋಧಕ ಶಕ್ತಿ ಹೆಚ್ಚಾಗುತ್ತದೆ. 6 ತಿಂಗಳವರೆಗೂ ಮಗುವಿಗೆ ತಾಯಿಯ ಎದೆ ಹಾಲನ್ನು ಮಾತ್ರ ಕುಡಿಸಬೇಕು ಎಂದರು. ಮಗುವಿನ ಬೆಳವಣಿಗೆಗೆ ಅಗತ್ಯವಾದ ಎಲ್ಲಾ ಪೋಷಕಾಂಶಗಳು ತಾಯಿಯ ಹಾಲಿನಲ್ಲಿವೆ. ಈ ಸಂದರ್ಭದಲ್ಲಿ ಆಶಾ ಕಾರ್ಯಕರ್ತೆಯರು, ಅಂಗನವಾಡಿ ಕಾರ್ಯಕರ್ತೆಯರು, ಸಹಾಯಕಿಯರು, ಗರ್ಭಿಣಿಯರು, ಬಾಣಂತಿಯರು ಹಾಗೂ ತಾಯಂದಿರು ಉಪಸ್ಥಿತರಿದ್ದರು. — [12, 197, 254, 424]
banner — [867, 1153, 1189, 1179]
rule-top — [0, 72, 1268, 74]
ad-person-photo — [832, 1702, 966, 1856]
ad-event-1: ಕಾರ್ಯಕರ್ತರ ಸಭೆ — [822, 1534, 1004, 1569]
story4-body-b: ಪ್ರೌಢಶಾಲೆಗಳಲ್ಲಿ ಶಿಕ್ಷಕರು, ಅತಿಥಿ ಶಿಕ್ಷಕರು ಬೋಧನಾ ಕಾರ್ಯ ಮತ್ತು ಬೋಧನೇತರ ಕಾರ್ಯಗಳನ್ನು ಎಷ್ಟು ಅವಧಿ ನಿರ್ವಹಿಸುತ್ತಿದ್ದಾರೆ ಎಂದು ಪರಿಶೀಲನೆ ನಡೆಸಬೇಕು. ಆಗಸ್ಟ್-04 ರಿಂದಲೇ ದಿನಚರಿ ನಿರ್ವಹಿಸಬೇಕು. ತಾಲೂಕು ಹಂತದಲ್ಲಿ ಸಿ.ಆರ್.ಪಿ.ಗಳಿಗೆ ಸಭೆ ನಡೆಸಿ ಶಿಕ್ಷಕರ ದಿನಚರಿ ಬಗ್ಗೆ ಗಮನ ಹರಿಸಬೇಕು ಎಂದರು. ಡಯಟ್ ಪ್ರಾಂಶುಪಾಲರು ಮತ್ತು ಉಪನಿರ್ದೇಶಕರು ಸಹ ಈ ಕುರಿತು ಗಮನ ಹರಿಸಬೇಕು. ತಾಲೂಕು ಮಟ್ಟದಲ್ಲಿ ನೋಡಲ್ ಅಧಿಕಾರಿಗಳನ್ನು ನೇಮಿಸಿ ಪ್ರತಿ ತಿಂಗಳು ಪರಿಶೀಲಿಸಬೇಕು ಎಂದು ತಿಳಿಸಿದರು. — [266, 1383, 510, 1503]
rule-col-right — [780, 1140, 781, 1988]
story1-tail — [782, 530, 1022, 580]
hand-icon: ☝ — [8, 102, 68, 154]
logo-text: ಹೊಸದಿಗಂತ — [66, 6, 205, 46]
person — [683, 205, 731, 277]
person — [753, 203, 803, 279]
date-block — [1120, 8, 1260, 52]
person — [1229, 675, 1251, 727]
person — [1033, 675, 1055, 727]
story4-body-c: ನಿಗದಿತ ಅವಧಿಯಲ್ಲಿ ಶಿಕ್ಷಕರು ರೂಪಿಸುತ್ತಿರುವ ಪಠ್ಯಕ್ರಮ, ಸಂಕಲನಾತ್ಮಕ ಮೌಲ್ಯಮಾಪನ ಕಾರ್ಯ ನಿರ್ವಹಿಸಬೇಕು. ಶಾಲೆಗಳಿಗೆ ಭೇಟಿ ನೀಡಿದ ಸಂದರ್ಭದಲ್ಲಿ ಮಕ್ಕಳ ಕಲಿಕಾ ಪ್ರಗತಿಯನ್ನು ಪರಿಶೀಲಿಸಲಾಗುವುದು ಎಂದು ತಿಳಿಸಿದರು. ಸಿ.ಟಿ.ಇ ಪ್ರಾಂಶುಪಾಲರು, ಡಯಟ್ ಉಪನಿರ್ದೇಶಕ ಎಂ.ಆರ್.ಮಂಜುನಾಥ್, ಪ್ರಾಚಾರ್ಯ ಎಂ.ನಾಸರುದ್ದೀನ್, ಪ್ರ.ಶಿಕ್ಷಣ ಇಲಾಖೆ ಜಿಲ್ಲಾ ಉಪನಿರ್ದೇಶಕ ಕೆ.ರವಿಶಂಕರ್ ರೆಡ್ಡಿ, ಹಿರಿಯ ಉಪನ್ಯಾಸಕರು, ಕ್ಷೇತ್ರ ಶಿಕ್ಷಣಾಧಿಕಾರಿಗಳು, ಬಿ.ಆರ್.ಸಿ ಗಳು, ಇ.ಸಿ.ಓ ಗಳು ಉಪಸ್ಥಿತರಿದ್ದರು. — [520, 1383, 766, 1503]
person — [1201, 673, 1223, 727]
ad-footer1 — [792, 1928, 1262, 1947]
person — [373, 729, 415, 789]
story2-headline: ಟ್ರಸ್ಟಿಗಳನ್ನು ಸರ್ಕಾರ ಕಿತ್ತುಹಾಕಬೇಕು — [8, 630, 499, 681]
person — [637, 1279, 685, 1373]
person — [297, 1275, 343, 1371]
story3-body-a: ವಿದ್ಯಾರ್ಥಿಗಳು ಪಠ್ಯದ ಕಲಿಕೆ ಜೊತೆಗೆ ಸೃಜನಶೀಲ ಚಟುವಟಿಕೆಗಳಲ್ಲಿ ಪಾಲ್ಗೊಳ್ಳಬೇಕು. ಇದರಿಂದ ಭವಿಷ್ಯದಲ್ಲಿ ಸಮಾಜದಲ್ಲಿ ಉತ್ತಮ ಅವಕಾಶಗಳು ದೊರೆಕುತ್ತವೆ ಎಂದು ಜಿಲ್ಲಾ ವಾರ್ತಾಧಿಕಾರಿ ಬಿ.ವಿ.ತುಕಾರಾಂರಾವ್ ಹೇಳಿದರು. ನಗರದ ಜೋಗಿಮಟ್ಟಿ ರಸ್ತೆಯ ಪರಿಶಿಷ್ಟ ವರ್ಗಗಳ ಸರ್ಕಾರಿ ಮೆಟ್ರಿಕ್ ನಂತರದ ವಿದ್ಯಾರ್ಥಿನಿಲಯದಲ್ಲಿ ಶುಕ್ರವಾರ ಕನ್ನಡ ಮತ್ತು ಸಂಸ್ಕೃತಿ ಇಲಾಖೆ ಹಾಗೂ ಪರಿಶಿಷ್ಟ ವರ್ಗಗಳ ಕಲ್ಯಾಣ ಇಲಾಖೆ ಇವರ ಸಂಯುಕ್ತಾಶ್ರಯದಲ್ಲಿ ಪರಿಶಿಷ್ಟ ಪಂಗಡದ ವಿದ್ಯಾರ್ಥಿಗಳಿಗೆ ಸುಗಮ ಸಂಗೀತ, ಹಾರ್ಮೋನಿಯಂ ತಬಲ ವಾದ್ಯ ಕಲಿಕಾ ತರಬೇತಿ ಕಾರ್ಯಕ್ರಮ ಉದ್ಘಾಟಿಸಿ ಅವರು ಮಾತನಾಡಿದರು. ಉತ್ತಮ ಅಂಕ ಗಳಿಸಿ, ಉದ್ಯೋಗವಂತರಾಗುವುದು ಮಾತ್ರ ಪ್ರತಿಭಾವಂತರಲ್ಲ. ವಿವಿಧ ಕ್ಷೇತ್ರಗಳಲ್ಲಿ ಸಾಧನೆ ಮಾಡುವವರೂ ಸಹ ಪ್ರತಿಭಾವಂತರು. ಕನ್ನಡ ಮತ್ತು ಸಂಸ್ಕೃತಿ ಇಲಾಖೆಯು ಯುವ ಜನರ ಪ್ರತಿಭೆಗಳ ಅನಾವರಣಕ್ಕೆ ಸಾಕಷ್ಟು ಕಾರ್ಯಕ್ರಮಗಳನ್ನು ಆಯೋಜಿಸುತ್ತಿದೆ ಎಂದು ತಿಳಿಸಿದರು. — [770, 653, 1014, 849]
person — [1061, 673, 1083, 727]
story1-box-headline: ವೈಜ್ಞಾನಿಕವಾಗಿ ನೀಲಿ ನಕಾಶೆ ತಯಾರಿಸಬೇಕು — [788, 312, 936, 353]
